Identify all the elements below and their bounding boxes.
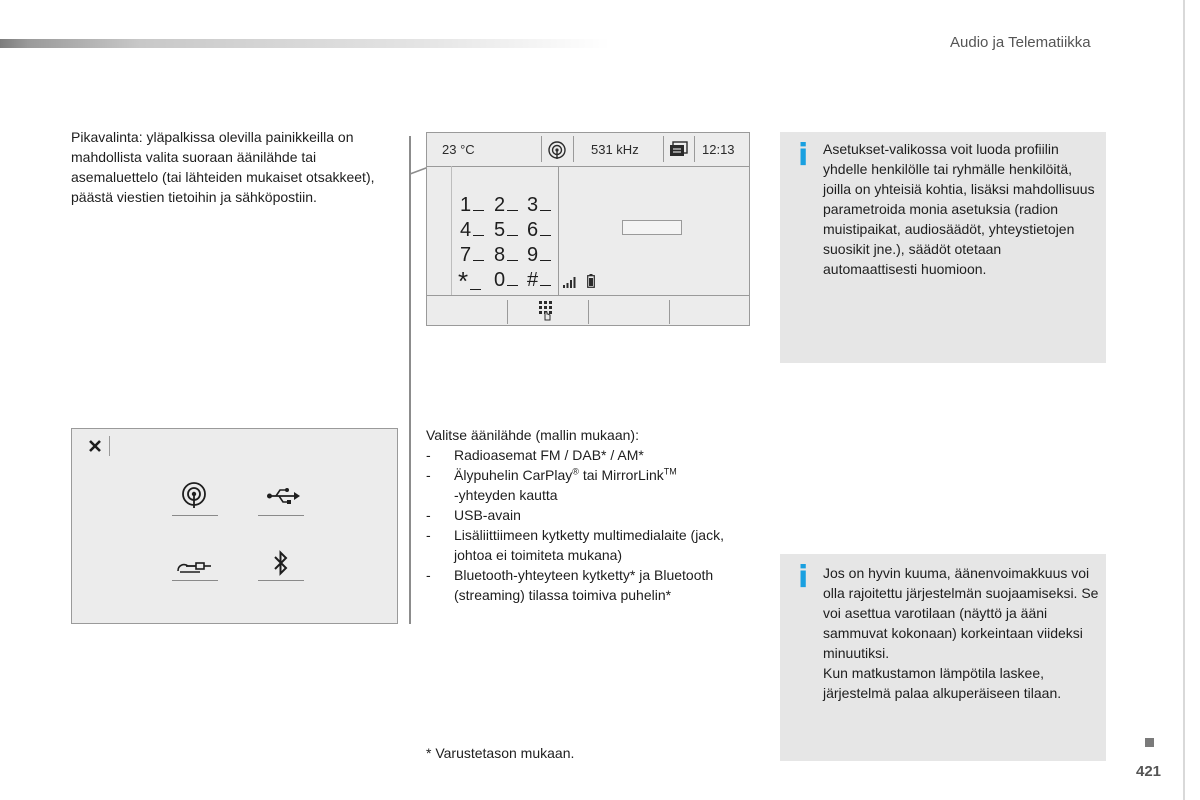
source-list — [426, 425, 756, 605]
info-icon: i — [798, 560, 809, 595]
key-7[interactable]: 7 — [460, 244, 484, 267]
key-2[interactable]: 2 — [494, 194, 518, 217]
source-list-intro: Valitse äänilähde (mallin mukaan): — [426, 427, 639, 443]
signal-icon — [563, 275, 577, 293]
bottom-bar-separator — [588, 300, 589, 324]
key-star[interactable]: * — [458, 269, 481, 293]
page-marker — [1145, 738, 1154, 747]
list-item: - Lisäliittiimeen kytketty multimedialaite (jack, johtoa ei toimiteta mukana) — [426, 527, 724, 563]
close-icon[interactable] — [86, 437, 104, 460]
info-box-settings — [780, 132, 1106, 363]
temperature-readout[interactable]: 23 °C — [442, 142, 475, 157]
key-hash[interactable]: # — [527, 269, 551, 292]
key-0[interactable]: 0 — [494, 269, 518, 292]
bottom-bar-separator — [507, 300, 508, 324]
bottom-bar-separator — [669, 300, 670, 324]
battery-icon — [587, 274, 595, 293]
info-text: Asetukset-valikossa voit luoda profiilin yhdelle henkilölle tai ryhmälle henkilöitä, joilla on yhteisiä kohtia, lisäksi mahdollisuus parametroida monia asetuksia (radion muistipaikat, audiosäädöt, yhteystietojen suosikit jne.), säädöt otetaan automaattisesti huomioon. — [823, 141, 1095, 277]
screen-top-bar — [427, 133, 749, 167]
aux-jack-icon[interactable] — [176, 557, 212, 582]
list-item: - Radioasemat FM / DAB* / AM* — [426, 447, 644, 463]
messages-icon[interactable] — [669, 141, 689, 162]
top-bar-separator — [541, 136, 542, 162]
info-text-paragraph: Jos on hyvin kuuma, äänenvoimakkuus voi olla rajoitettu järjestelmän suojaamiseksi. Se voi asettua varotilaan (näyttö ja ääni sammuvat kokonaan) korkeintaan viideksi minuutiksi. — [823, 565, 1099, 661]
section-title: Audio ja Telematiikka — [950, 34, 1091, 51]
key-4[interactable]: 4 — [460, 219, 484, 242]
bluetooth-icon[interactable] — [273, 550, 289, 581]
info-text-paragraph: Kun matkustamon lämpötila laskee, järjestelmä palaa alkuperäiseen tilaan. — [823, 665, 1062, 701]
page-number: 421 — [1136, 763, 1162, 780]
dial-keypad — [451, 166, 559, 296]
close-separator — [109, 436, 110, 456]
info-text — [823, 563, 1099, 703]
top-bar-separator — [663, 136, 664, 162]
keypad-icon[interactable] — [537, 300, 555, 327]
footnote: * Varustetason mukaan. — [426, 745, 575, 761]
top-bar-separator — [694, 136, 695, 162]
radio-antenna-icon[interactable] — [547, 140, 567, 165]
header-gradient-bar — [0, 39, 610, 48]
quick-select-paragraph: Pikavalinta: yläpalkissa olevilla painikkeilla on mahdollista valita suoraan äänilähde tai asemaluettelo (tai lähteiden mukaiset otsakkeet), päästä viestien tietoihin ja sähköpostiin. — [71, 129, 375, 205]
radio-antenna-icon[interactable] — [180, 481, 208, 514]
key-3[interactable]: 3 — [527, 194, 551, 217]
info-icon: i — [798, 138, 809, 173]
key-6[interactable]: 6 — [527, 219, 551, 242]
radio-option-underline — [172, 515, 218, 516]
top-bar-separator — [573, 136, 574, 162]
aux-option-underline — [172, 580, 218, 581]
usb-option-underline — [258, 515, 304, 516]
screen-bottom-bar — [427, 295, 749, 326]
key-5[interactable]: 5 — [494, 219, 518, 242]
key-8[interactable]: 8 — [494, 244, 518, 267]
usb-icon[interactable] — [266, 487, 300, 510]
bluetooth-option-underline — [258, 580, 304, 581]
number-input-field[interactable] — [622, 220, 682, 235]
list-item: - Bluetooth-yhteyteen kytketty* ja Bluetooth (streaming) tilassa toimiva puhelin* — [426, 567, 714, 603]
clock-readout: 12:13 — [702, 142, 735, 157]
frequency-readout[interactable]: 531 kHz — [591, 142, 639, 157]
column-divider — [409, 136, 411, 624]
list-item: - USB-avain — [426, 507, 521, 523]
page-edge-rule — [1183, 0, 1185, 800]
key-1[interactable]: 1 — [460, 194, 484, 217]
key-9[interactable]: 9 — [527, 244, 551, 267]
source-selection-illustration — [71, 428, 398, 624]
list-item: - Älypuhelin CarPlay® tai MirrorLink™ -yhteyden kautta — [426, 466, 677, 503]
phone-screen-illustration — [426, 132, 750, 326]
info-box-temperature — [780, 554, 1106, 761]
